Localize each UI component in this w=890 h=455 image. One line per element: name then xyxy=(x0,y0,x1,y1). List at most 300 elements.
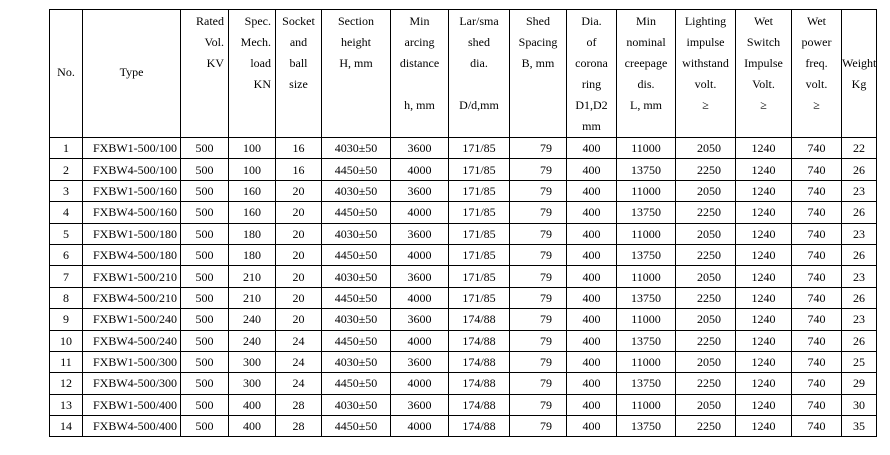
cell-socket: 24 xyxy=(276,373,322,394)
cell-type: FXBW4-500/160 xyxy=(83,202,181,223)
cell-lightning: 2250 xyxy=(676,287,736,308)
cell-shed-dia: 171/85 xyxy=(449,287,510,308)
header-line xyxy=(391,74,448,95)
cell-socket: 20 xyxy=(276,244,322,265)
cell-wet-switch: 1240 xyxy=(736,266,792,287)
header-line: Vol. xyxy=(204,35,224,49)
header-line: impulse xyxy=(686,35,725,49)
cell-socket: 20 xyxy=(276,202,322,223)
cell-socket: 28 xyxy=(276,394,322,415)
cell-section-height: 4450±50 xyxy=(322,244,391,265)
header-line: Min xyxy=(409,14,430,28)
insulator-spec-table xyxy=(49,9,877,437)
cell-weight: 23 xyxy=(842,223,877,244)
cell-corona-ring: 400 xyxy=(567,416,617,437)
column-header-corona-ring xyxy=(567,10,617,138)
cell-creepage: 13750 xyxy=(617,416,676,437)
header-line: Kg xyxy=(851,77,867,91)
cell-wet-switch: 1240 xyxy=(736,351,792,372)
table-row xyxy=(50,244,877,265)
header-line: and xyxy=(289,35,308,49)
cell-spec-mech: 300 xyxy=(229,351,276,372)
cell-shed-dia: 174/88 xyxy=(449,330,510,351)
table-row xyxy=(50,287,877,308)
cell-shed-dia: 174/88 xyxy=(449,394,510,415)
cell-weight: 26 xyxy=(842,202,877,223)
header-line: H, mm xyxy=(339,56,373,70)
header-line: Impulse xyxy=(744,56,783,70)
cell-lightning: 2050 xyxy=(676,138,736,159)
header-row xyxy=(50,10,877,138)
cell-creepage: 13750 xyxy=(617,202,676,223)
cell-weight: 23 xyxy=(842,180,877,201)
cell-lightning: 2250 xyxy=(676,416,736,437)
cell-wet-switch: 1240 xyxy=(736,202,792,223)
cell-type: FXBW1-500/210 xyxy=(83,266,181,287)
header-line: ball xyxy=(289,56,308,70)
header-line: Volt. xyxy=(752,77,775,91)
cell-creepage: 11000 xyxy=(617,138,676,159)
table-row xyxy=(50,309,877,330)
cell-shed-spacing: 79 xyxy=(510,309,567,330)
cell-lightning: 2050 xyxy=(676,309,736,330)
cell-socket: 16 xyxy=(276,159,322,180)
cell-type: FXBW4-500/180 xyxy=(83,244,181,265)
table-row xyxy=(50,180,877,201)
cell-no: 11 xyxy=(50,351,83,372)
cell-socket: 20 xyxy=(276,223,322,244)
cell-socket: 16 xyxy=(276,138,322,159)
cell-type: FXBW4-500/400 xyxy=(83,416,181,437)
cell-wet-switch: 1240 xyxy=(736,180,792,201)
cell-shed-dia: 174/88 xyxy=(449,416,510,437)
cell-wet-power: 740 xyxy=(792,223,842,244)
cell-section-height: 4030±50 xyxy=(322,138,391,159)
cell-type: FXBW1-500/180 xyxy=(83,223,181,244)
cell-lightning: 2050 xyxy=(676,266,736,287)
column-header-creepage xyxy=(617,10,676,138)
cell-spec-mech: 180 xyxy=(229,223,276,244)
cell-no: 9 xyxy=(50,309,83,330)
cell-rated-vol: 500 xyxy=(181,394,229,415)
cell-no: 6 xyxy=(50,244,83,265)
column-header-lightning xyxy=(676,10,736,138)
header-line: KN xyxy=(253,77,271,91)
cell-shed-spacing: 79 xyxy=(510,266,567,287)
cell-weight: 22 xyxy=(842,138,877,159)
cell-section-height: 4450±50 xyxy=(322,373,391,394)
cell-creepage: 13750 xyxy=(617,330,676,351)
cell-wet-switch: 1240 xyxy=(736,223,792,244)
cell-section-height: 4030±50 xyxy=(322,351,391,372)
cell-socket: 20 xyxy=(276,266,322,287)
cell-section-height: 4450±50 xyxy=(322,416,391,437)
cell-socket: 24 xyxy=(276,330,322,351)
cell-shed-dia: 171/85 xyxy=(449,266,510,287)
cell-corona-ring: 400 xyxy=(567,180,617,201)
cell-spec-mech: 400 xyxy=(229,416,276,437)
header-line: power xyxy=(801,35,832,49)
cell-spec-mech: 210 xyxy=(229,287,276,308)
cell-creepage: 13750 xyxy=(617,159,676,180)
cell-no: 7 xyxy=(50,266,83,287)
cell-lightning: 2250 xyxy=(676,244,736,265)
header-line: Section xyxy=(338,14,374,28)
header-line: Dia. xyxy=(581,14,602,28)
cell-type: FXBW1-500/240 xyxy=(83,309,181,330)
cell-spec-mech: 240 xyxy=(229,309,276,330)
cell-rated-vol: 500 xyxy=(181,223,229,244)
header-line: ≥ xyxy=(702,98,709,112)
cell-rated-vol: 500 xyxy=(181,266,229,287)
cell-shed-spacing: 79 xyxy=(510,138,567,159)
column-header-shed-dia xyxy=(449,10,510,138)
table-row xyxy=(50,202,877,223)
header-line: freq. xyxy=(805,56,828,70)
cell-min-arcing: 3600 xyxy=(391,138,449,159)
cell-spec-mech: 210 xyxy=(229,266,276,287)
cell-wet-switch: 1240 xyxy=(736,309,792,330)
column-header-min-arcing xyxy=(391,10,449,138)
cell-type: FXBW4-500/210 xyxy=(83,287,181,308)
cell-shed-spacing: 79 xyxy=(510,180,567,201)
column-header-type xyxy=(83,10,181,138)
header-line: corona xyxy=(575,56,608,70)
cell-wet-power: 740 xyxy=(792,394,842,415)
header-line: Socket xyxy=(282,14,315,28)
header-line: size xyxy=(289,77,308,91)
cell-wet-power: 740 xyxy=(792,309,842,330)
column-header-no xyxy=(50,10,83,138)
header-line: Min xyxy=(635,14,656,28)
header-line: volt. xyxy=(805,77,828,91)
cell-no: 3 xyxy=(50,180,83,201)
header-line: Mech. xyxy=(240,35,271,49)
cell-wet-switch: 1240 xyxy=(736,330,792,351)
header-line: Shed xyxy=(526,14,550,28)
cell-creepage: 11000 xyxy=(617,223,676,244)
header-line: D1,D2 xyxy=(575,98,608,112)
column-header-spec-mech xyxy=(229,10,276,138)
cell-socket: 20 xyxy=(276,180,322,201)
table-row xyxy=(50,351,877,372)
cell-creepage: 11000 xyxy=(617,180,676,201)
header-line: shed xyxy=(468,35,490,49)
cell-socket: 24 xyxy=(276,351,322,372)
cell-corona-ring: 400 xyxy=(567,287,617,308)
column-header-wet-power xyxy=(792,10,842,138)
cell-creepage: 11000 xyxy=(617,309,676,330)
cell-creepage: 11000 xyxy=(617,351,676,372)
cell-corona-ring: 400 xyxy=(567,202,617,223)
cell-no: 13 xyxy=(50,394,83,415)
cell-type: FXBW4-500/300 xyxy=(83,373,181,394)
header-line: KV xyxy=(206,56,224,70)
header-line: of xyxy=(586,35,597,49)
column-header-rated-vol xyxy=(181,10,229,138)
cell-creepage: 13750 xyxy=(617,244,676,265)
cell-no: 5 xyxy=(50,223,83,244)
cell-shed-spacing: 79 xyxy=(510,416,567,437)
cell-wet-switch: 1240 xyxy=(736,287,792,308)
header-line: Spacing xyxy=(518,35,558,49)
cell-wet-power: 740 xyxy=(792,416,842,437)
cell-section-height: 4030±50 xyxy=(322,223,391,244)
header-line: volt. xyxy=(694,77,717,91)
cell-socket: 20 xyxy=(276,309,322,330)
header-line: L, mm xyxy=(630,98,662,112)
header-line: Weight xyxy=(842,56,877,70)
cell-min-arcing: 4000 xyxy=(391,373,449,394)
cell-weight: 26 xyxy=(842,244,877,265)
header-line xyxy=(449,74,509,95)
cell-weight: 25 xyxy=(842,351,877,372)
cell-shed-spacing: 79 xyxy=(510,223,567,244)
header-line: No. xyxy=(57,65,75,79)
cell-weight: 26 xyxy=(842,159,877,180)
cell-spec-mech: 300 xyxy=(229,373,276,394)
header-line: B, mm xyxy=(521,56,555,70)
cell-wet-switch: 1240 xyxy=(736,416,792,437)
cell-min-arcing: 4000 xyxy=(391,416,449,437)
column-header-shed-spacing xyxy=(510,10,567,138)
cell-section-height: 4450±50 xyxy=(322,287,391,308)
cell-no: 10 xyxy=(50,330,83,351)
cell-corona-ring: 400 xyxy=(567,309,617,330)
cell-socket: 20 xyxy=(276,287,322,308)
cell-min-arcing: 4000 xyxy=(391,287,449,308)
cell-corona-ring: 400 xyxy=(567,223,617,244)
header-line: Lighting xyxy=(684,14,727,28)
cell-section-height: 4450±50 xyxy=(322,330,391,351)
cell-wet-switch: 1240 xyxy=(736,394,792,415)
cell-spec-mech: 400 xyxy=(229,394,276,415)
cell-wet-power: 740 xyxy=(792,159,842,180)
cell-min-arcing: 4000 xyxy=(391,330,449,351)
cell-shed-dia: 174/88 xyxy=(449,351,510,372)
header-line: distance xyxy=(399,56,440,70)
cell-section-height: 4030±50 xyxy=(322,309,391,330)
header-line: load xyxy=(250,56,271,70)
header-line: Switch xyxy=(746,35,781,49)
cell-creepage: 11000 xyxy=(617,266,676,287)
cell-wet-switch: 1240 xyxy=(736,244,792,265)
cell-corona-ring: 400 xyxy=(567,373,617,394)
cell-spec-mech: 160 xyxy=(229,180,276,201)
cell-spec-mech: 240 xyxy=(229,330,276,351)
cell-corona-ring: 400 xyxy=(567,266,617,287)
header-line: arcing xyxy=(404,35,435,49)
table-row xyxy=(50,159,877,180)
cell-creepage: 13750 xyxy=(617,373,676,394)
header-line: D/d,mm xyxy=(459,98,499,112)
cell-wet-power: 740 xyxy=(792,266,842,287)
table-row xyxy=(50,416,877,437)
cell-section-height: 4450±50 xyxy=(322,202,391,223)
cell-socket: 28 xyxy=(276,416,322,437)
cell-no: 4 xyxy=(50,202,83,223)
cell-no: 8 xyxy=(50,287,83,308)
cell-min-arcing: 3600 xyxy=(391,394,449,415)
cell-corona-ring: 400 xyxy=(567,351,617,372)
cell-lightning: 2050 xyxy=(676,223,736,244)
cell-shed-dia: 171/85 xyxy=(449,202,510,223)
header-line: nominal xyxy=(626,35,666,49)
cell-section-height: 4030±50 xyxy=(322,266,391,287)
header-line: ≥ xyxy=(813,98,820,112)
column-header-weight xyxy=(842,10,877,138)
cell-spec-mech: 100 xyxy=(229,138,276,159)
cell-no: 14 xyxy=(50,416,83,437)
cell-creepage: 11000 xyxy=(617,394,676,415)
cell-weight: 35 xyxy=(842,416,877,437)
cell-weight: 29 xyxy=(842,373,877,394)
header-line: Type xyxy=(119,65,144,79)
cell-section-height: 4030±50 xyxy=(322,394,391,415)
cell-type: FXBW1-500/300 xyxy=(83,351,181,372)
cell-min-arcing: 3600 xyxy=(391,351,449,372)
cell-weight: 23 xyxy=(842,309,877,330)
cell-corona-ring: 400 xyxy=(567,244,617,265)
header-line: mm xyxy=(582,119,601,133)
column-header-section-height xyxy=(322,10,391,138)
cell-type: FXBW4-500/240 xyxy=(83,330,181,351)
cell-rated-vol: 500 xyxy=(181,159,229,180)
cell-corona-ring: 400 xyxy=(567,330,617,351)
cell-min-arcing: 4000 xyxy=(391,244,449,265)
cell-rated-vol: 500 xyxy=(181,180,229,201)
table-row xyxy=(50,266,877,287)
header-line: Rated xyxy=(196,14,224,28)
cell-shed-spacing: 79 xyxy=(510,244,567,265)
header-line: Spec. xyxy=(244,14,271,28)
column-header-wet-switch xyxy=(736,10,792,138)
cell-lightning: 2250 xyxy=(676,202,736,223)
cell-type: FXBW1-500/100 xyxy=(83,138,181,159)
cell-rated-vol: 500 xyxy=(181,287,229,308)
cell-no: 12 xyxy=(50,373,83,394)
cell-wet-power: 740 xyxy=(792,330,842,351)
cell-spec-mech: 160 xyxy=(229,202,276,223)
header-line: ring xyxy=(581,77,602,91)
cell-corona-ring: 400 xyxy=(567,394,617,415)
cell-rated-vol: 500 xyxy=(181,330,229,351)
cell-no: 1 xyxy=(50,138,83,159)
cell-type: FXBW4-500/100 xyxy=(83,159,181,180)
cell-corona-ring: 400 xyxy=(567,159,617,180)
cell-rated-vol: 500 xyxy=(181,202,229,223)
cell-wet-switch: 1240 xyxy=(736,373,792,394)
cell-lightning: 2250 xyxy=(676,373,736,394)
cell-rated-vol: 500 xyxy=(181,416,229,437)
cell-wet-power: 740 xyxy=(792,202,842,223)
cell-shed-spacing: 79 xyxy=(510,351,567,372)
cell-shed-spacing: 79 xyxy=(510,373,567,394)
cell-shed-spacing: 79 xyxy=(510,159,567,180)
cell-min-arcing: 3600 xyxy=(391,180,449,201)
cell-min-arcing: 3600 xyxy=(391,223,449,244)
cell-wet-power: 740 xyxy=(792,351,842,372)
cell-weight: 23 xyxy=(842,266,877,287)
cell-shed-spacing: 79 xyxy=(510,287,567,308)
table-body xyxy=(50,138,877,437)
cell-wet-power: 740 xyxy=(792,138,842,159)
cell-weight: 26 xyxy=(842,330,877,351)
cell-wet-power: 740 xyxy=(792,373,842,394)
cell-shed-dia: 174/88 xyxy=(449,309,510,330)
cell-spec-mech: 100 xyxy=(229,159,276,180)
cell-rated-vol: 500 xyxy=(181,351,229,372)
cell-shed-spacing: 79 xyxy=(510,202,567,223)
header-line: height xyxy=(341,35,371,49)
cell-lightning: 2050 xyxy=(676,394,736,415)
cell-shed-dia: 171/85 xyxy=(449,180,510,201)
cell-corona-ring: 400 xyxy=(567,138,617,159)
header-line: dis. xyxy=(637,77,655,91)
table-row xyxy=(50,394,877,415)
header-line: Wet xyxy=(753,14,774,28)
cell-lightning: 2250 xyxy=(676,159,736,180)
cell-section-height: 4030±50 xyxy=(322,180,391,201)
cell-min-arcing: 3600 xyxy=(391,309,449,330)
cell-lightning: 2250 xyxy=(676,330,736,351)
table-row xyxy=(50,138,877,159)
cell-weight: 30 xyxy=(842,394,877,415)
table-header xyxy=(50,10,877,138)
header-line: Wet xyxy=(806,14,827,28)
cell-shed-dia: 171/85 xyxy=(449,159,510,180)
cell-shed-dia: 171/85 xyxy=(449,244,510,265)
column-header-socket xyxy=(276,10,322,138)
header-line: withstand xyxy=(682,56,729,70)
table-row xyxy=(50,223,877,244)
cell-shed-dia: 171/85 xyxy=(449,138,510,159)
cell-shed-spacing: 79 xyxy=(510,330,567,351)
header-line: ≥ xyxy=(760,98,767,112)
cell-wet-switch: 1240 xyxy=(736,159,792,180)
cell-type: FXBW1-500/160 xyxy=(83,180,181,201)
cell-wet-power: 740 xyxy=(792,287,842,308)
cell-shed-dia: 174/88 xyxy=(449,373,510,394)
cell-rated-vol: 500 xyxy=(181,138,229,159)
cell-no: 2 xyxy=(50,159,83,180)
cell-rated-vol: 500 xyxy=(181,244,229,265)
cell-min-arcing: 3600 xyxy=(391,266,449,287)
cell-lightning: 2050 xyxy=(676,351,736,372)
cell-section-height: 4450±50 xyxy=(322,159,391,180)
cell-rated-vol: 500 xyxy=(181,309,229,330)
table-row xyxy=(50,373,877,394)
cell-wet-power: 740 xyxy=(792,244,842,265)
cell-lightning: 2050 xyxy=(676,180,736,201)
cell-creepage: 13750 xyxy=(617,287,676,308)
header-line: h, mm xyxy=(404,98,435,112)
table-row xyxy=(50,330,877,351)
cell-wet-power: 740 xyxy=(792,180,842,201)
header-line: Lar/sma xyxy=(459,14,499,28)
cell-wet-switch: 1240 xyxy=(736,138,792,159)
cell-rated-vol: 500 xyxy=(181,373,229,394)
cell-min-arcing: 4000 xyxy=(391,202,449,223)
header-line: creepage xyxy=(624,56,668,70)
cell-type: FXBW1-500/400 xyxy=(83,394,181,415)
cell-min-arcing: 4000 xyxy=(391,159,449,180)
cell-shed-dia: 171/85 xyxy=(449,223,510,244)
header-line: dia. xyxy=(470,56,488,70)
cell-shed-spacing: 79 xyxy=(510,394,567,415)
cell-weight: 26 xyxy=(842,287,877,308)
cell-spec-mech: 180 xyxy=(229,244,276,265)
